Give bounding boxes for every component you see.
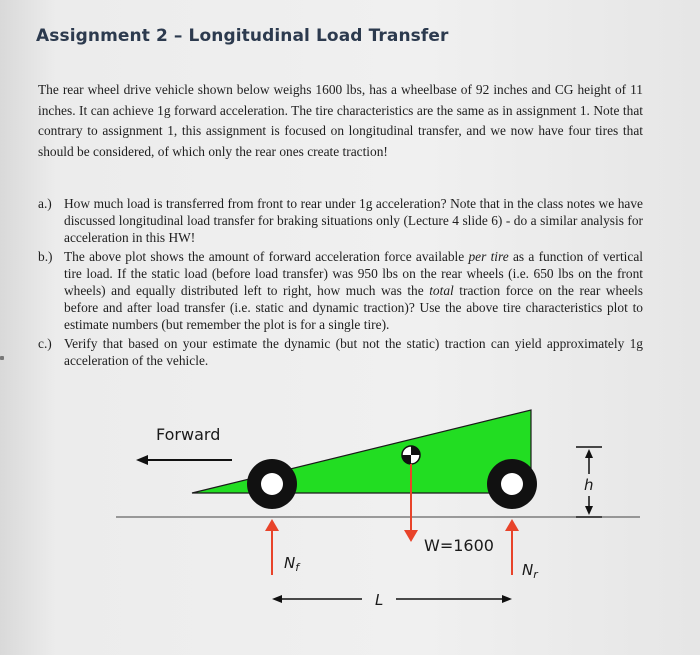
emphasis-total: total [429, 283, 454, 299]
question-text-part: traction force on the rear wheels before and after load transfer (i.e. static and dynamic traction)? Use the above tire characteristics plot to estimate numbers (but remember the plot is for a single tire). [64, 283, 643, 333]
vehicle-body [192, 410, 531, 493]
question-text: How much load is transferred from front to rear under 1g acceleration? Note that in the class notes we have discussed longitudinal load transfer for braking situations only (Lecture 4 slide 6) - do a similar analysis for acceleration in this HW! [64, 196, 643, 246]
question-text-part: The above plot shows the amount of forward acceleration force available [64, 248, 469, 264]
emphasis-per-tire: per tire [468, 248, 509, 264]
wheelbase-label: L [375, 591, 384, 609]
rear-normal-subscript: r [533, 568, 538, 581]
center-of-gravity-icon [402, 446, 420, 464]
front-normal-subscript: f [295, 561, 300, 574]
weight-label: W=1600 [424, 536, 494, 555]
weight-arrowhead [404, 530, 418, 542]
question-label: b.) [38, 248, 53, 264]
rear-normal-symbol: N [522, 561, 534, 579]
question-label: c.) [38, 335, 52, 351]
rear-normal-arrowhead [505, 519, 519, 531]
wheelbase-dimension [272, 595, 512, 603]
question-label: a.) [38, 196, 52, 211]
forward-label: Forward [156, 425, 221, 444]
rear-wheel-icon [487, 459, 537, 509]
forward-arrow-icon [136, 455, 232, 465]
height-label: h [584, 476, 594, 494]
question-text-part: as a function of vertical tire load. If the static load (before load transfer) was 950 lbs on the rear wheels (i.e. 650 lbs on the front wheels) and equally distributed left to right, how much was the [64, 248, 644, 299]
rear-normal-label [522, 561, 539, 581]
front-normal-arrowhead [265, 519, 279, 531]
page-title: Assignment 2 – Longitudinal Load Transfer [36, 26, 449, 46]
front-normal-label [284, 554, 301, 574]
question-text: Verify that based on your estimate the dynamic (but not the static) traction can yield approximately 1g acceleration of the vehicle. [64, 335, 643, 368]
front-normal-symbol: N [284, 554, 296, 572]
front-wheel-icon [247, 459, 297, 509]
intro-paragraph: The rear wheel drive vehicle shown below weighs 1600 lbs, has a wheelbase of 92 inches and CG height of 11 inches. It can achieve 1g forward acceleration. The tire characteristics are the same as in assignment 1. Note that contrary to assignment 1, this assignment is focused on longitudinal transfer, and we now have four tires that should be considered, of which only the rear ones create traction! [38, 82, 643, 159]
